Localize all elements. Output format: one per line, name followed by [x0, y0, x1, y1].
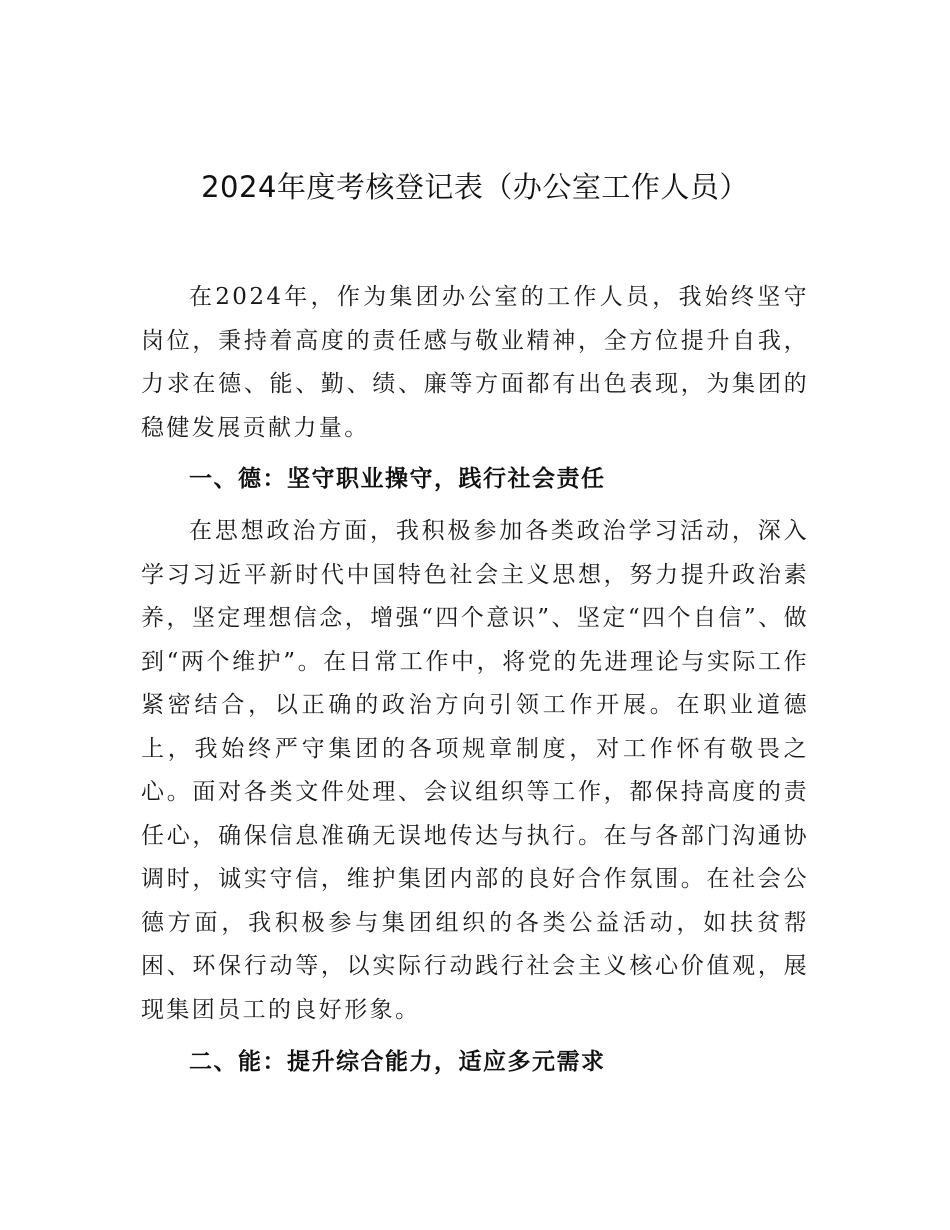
section-paragraph-de: 在思想政治方面，我积极参加各类政治学习活动，深入学习习近平新时代中国特色社会主义思想，努力提升政治素养，坚定理想信念，增强“四个意识”、坚定“四个自信”、做到“两个维护”。在日常工作中，将党的先进理论与实际工作紧密结合，以正确的政治方向引领工作开展。在职业道德上，我始终严守集团的各项规章制度，对工作怀有敬畏之心。面对各类文件处理、会议组织等工作，都保持高度的责任心，确保信息准确无误地传达与执行。在与各部门沟通协调时，诚实守信，维护集团内部的良好合作氛围。在社会公德方面，我积极参与集团组织的各类公益活动，如扶贫帮困、环保行动等，以实际行动践行社会主义核心价值观，展现集团员工的良好形象。: [141, 518, 809, 1023]
section-heading-de: 一、德：坚守职业操守，践行社会责任: [189, 466, 606, 492]
document-title: 2024年度考核登记表（办公室工作人员）: [201, 170, 749, 204]
section-heading-neng: 二、能：提升综合能力，适应多元需求: [189, 1049, 606, 1075]
intro-paragraph: 在2024年，作为集团办公室的工作人员，我始终坚守岗位，秉持着高度的责任感与敬业精神，全方位提升自我，力求在德、能、勤、绩、廉等方面都有出色表现，为集团的稳健发展贡献力量。: [141, 284, 809, 441]
